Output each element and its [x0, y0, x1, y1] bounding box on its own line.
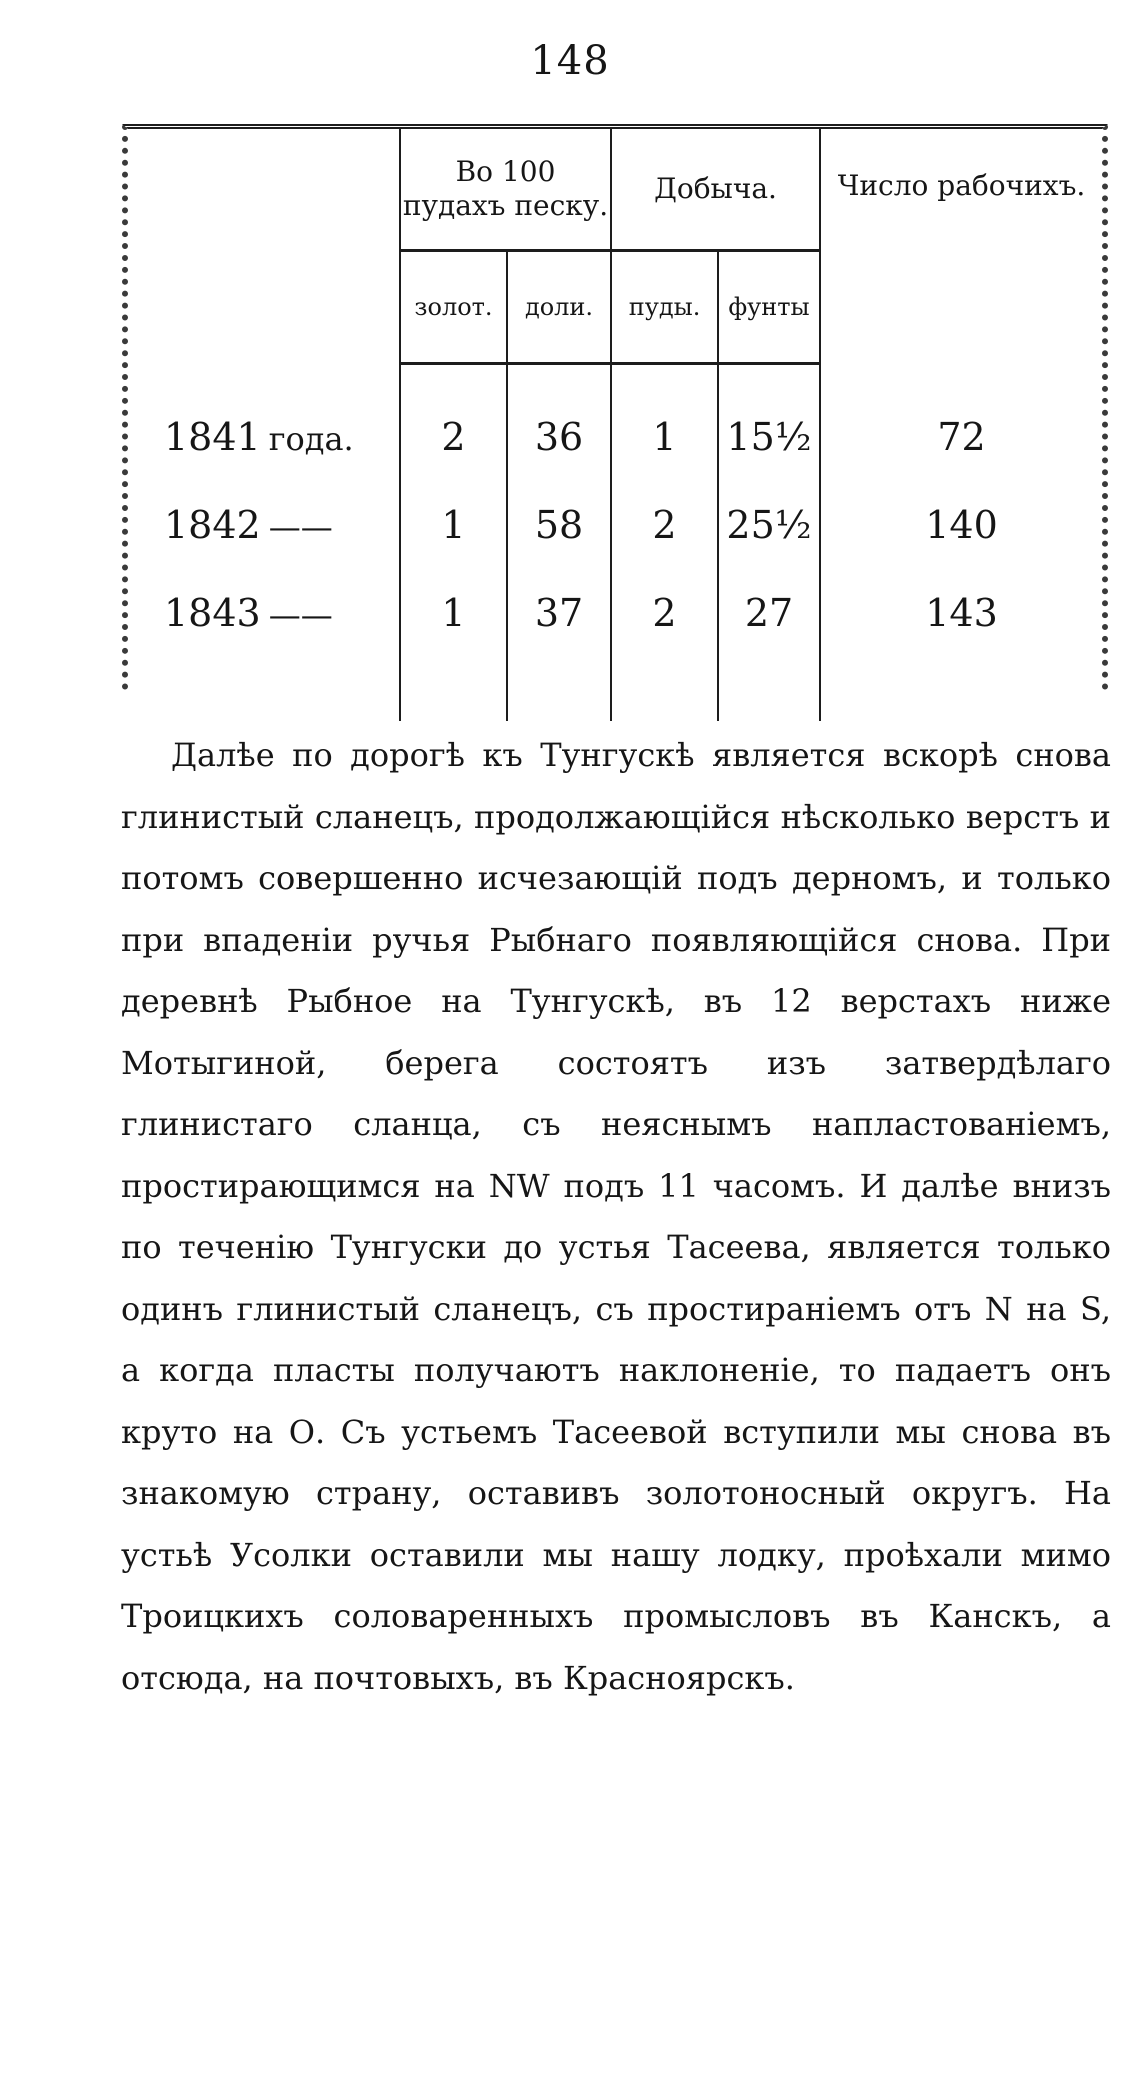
dol-cell: 36 [507, 393, 611, 481]
dol-subheader: доли. [507, 251, 611, 364]
per-100-puds-header: Во 100 пудахъ песку. [400, 129, 611, 251]
dol-cell: 37 [507, 569, 611, 657]
workers-cell: 140 [820, 481, 1102, 569]
body-text [121, 725, 1111, 1709]
year-cell: 1841 года. [164, 415, 354, 459]
gold-subheader: золот. [400, 251, 507, 364]
year-cell: 1843 —— [164, 591, 333, 635]
gold-cell: 1 [400, 481, 507, 569]
year-cell: 1842 —— [164, 503, 333, 547]
data-table-frame [122, 124, 1108, 690]
puds-cell: 1 [611, 393, 718, 481]
puds-subheader: пуды. [611, 251, 718, 364]
year-column-header [128, 129, 400, 251]
workers-cell: 143 [820, 569, 1102, 657]
table-row [128, 569, 1102, 657]
workers-cell: 72 [820, 393, 1102, 481]
page-number: 148 [530, 38, 610, 84]
workers-header: Число рабочихъ. [820, 129, 1102, 364]
table-row [128, 393, 1102, 481]
pounds-cell: 25½ [718, 481, 820, 569]
paragraph: Далѣе по дорогѣ къ Тунгускѣ является вскорѣ снова глинистый сланецъ, продолжающійся нѣсколько верстъ и потомъ совершенно исчезающій подъ дерномъ, и только при впаденіи ручья Рыбнаго появляющійся снова. При деревнѣ Рыбное на Тунгускѣ, въ 12 верстахъ ниже Мотыгиной, берега состоятъ изъ затвердѣлаго глинистаго сланца, съ неяснымъ напластованіемъ, простирающимся на NW подъ 11 часомъ. И далѣе внизъ по теченію Тунгуски до устья Тасеева, является только одинъ глинистый сланецъ, съ простираніемъ отъ N на S, а когда пласты получаютъ наклоненіе, то падаетъ онъ круто на О. Съ устьемъ Тасеевой вступили мы снова въ знакомую страну, оставивъ золотоносный округъ. На устьѣ Усолки оставили мы нашу лодку, проѣхали мимо Троицкихъ соловаренныхъ промысловъ въ Канскъ, а отсюда, на почтовыхъ, въ Красноярскъ. [121, 736, 1111, 1697]
dol-cell: 58 [507, 481, 611, 569]
pounds-subheader: фунты [718, 251, 820, 364]
yield-header: Добыча. [611, 129, 820, 251]
gold-cell: 1 [400, 569, 507, 657]
puds-cell: 2 [611, 481, 718, 569]
pounds-cell: 27 [718, 569, 820, 657]
table-row [128, 481, 1102, 569]
puds-cell: 2 [611, 569, 718, 657]
gold-cell: 2 [400, 393, 507, 481]
pounds-cell: 15½ [718, 393, 820, 481]
gold-yield-table [128, 129, 1102, 721]
